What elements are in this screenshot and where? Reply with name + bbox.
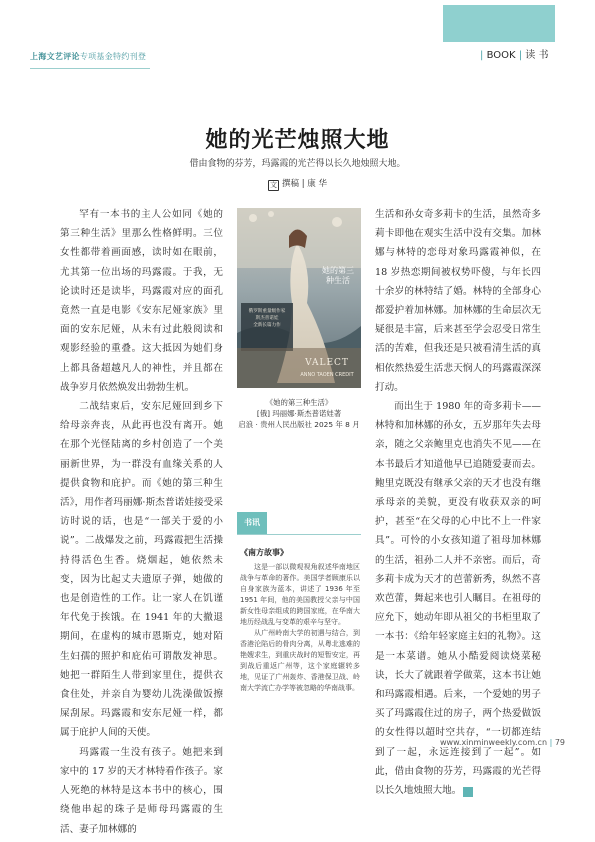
end-mark: 民: [463, 787, 473, 797]
section-label: | BOOK | 读 书: [480, 50, 549, 61]
paragraph: 玛露霞一生没有孩子。她把来到家中的 17 岁的天才林特看作孩子。家人死绝的林特是这本书中的核心，围绕他串起的珠子是师母玛露霞的生活、妻子加林娜的: [60, 746, 223, 835]
book-news-body: [240, 562, 360, 694]
caption-publisher: 启浪 · 贵州人民出版社 2025 年 8 月: [238, 420, 360, 429]
header-rule: [30, 68, 150, 69]
paragraph: 生活和孙女奇多莉卡的生活，虽然奇多莉卡即他在观实生活中没有交集。加林娜与林特的恋母对象玛露霞神似，在 18 岁热恋期间被权势吓傻，与年长四十余岁的林特结了婚。林特的全部身心都爱护着加林娜。加林娜的生命层次无疑很是丰富，后来甚至学会忍受日常生活的苦难，但我还是只被看清生活的真相依然热爱生活悲天悯人的玛露霞深深打动。: [375, 209, 541, 393]
magazine-column-header: [30, 51, 146, 62]
book-cover-image: [237, 208, 361, 388]
book-news-title: 《南方故事》: [240, 548, 288, 557]
cover-badge-line: 全新长篇力作: [253, 323, 281, 328]
page-number: 79: [554, 738, 566, 747]
page-footer: www.xinminweekly.com.cn | 79: [440, 738, 566, 747]
book-caption: [232, 397, 366, 430]
article-subtitle: 借由食物的芬芳，玛露霞的光芒得以长久地烛照大地。: [189, 159, 406, 169]
article-title: 她的光芒烛照大地: [205, 128, 390, 153]
footer-url: www.xinminweekly.com.cn: [440, 738, 548, 747]
book-news-rule: [237, 534, 361, 535]
cover-badge: [244, 308, 290, 329]
cover-badge-line: 俄罗斯重量级作家: [248, 309, 286, 314]
book-news-tag: 书讯: [237, 512, 267, 534]
article-byline: [0, 177, 595, 191]
cover-latin-sub: ANNO TAOEN CREDIT: [300, 372, 354, 378]
body-column-right: [375, 205, 541, 800]
cover-title: 她的第三种生活: [322, 266, 354, 285]
section-label-en: BOOK: [486, 50, 516, 61]
cover-latin-title: VALECT: [305, 358, 349, 368]
caption-author: [俄] 玛丽娜·斯杰普诺娃著: [256, 409, 342, 418]
book-news-paragraph: 从广州岭南大学的初遇与结合，到香港沦陷后的骨肉分离，从粤北逃难的艳嫂求生，到重庆战时的短暂安定，再到战后重返广州等，这个家庭辗转多地，见证了广州轰炸、香港保卫战、岭南大学流亡办学等被忽略的华南战事。: [240, 629, 360, 692]
cover-badge-line: 斯杰普诺娃: [255, 316, 279, 321]
caption-title: 《她的第三种生活》: [265, 398, 333, 407]
pen-icon: 文: [270, 181, 277, 189]
paragraph: 二战结束后，安东尼娅回到乡下给母亲奔丧，从此再也没有离开。她在那个光怪陆离的乡村创造了一个美丽新世界，为一群没有血缘关系的人提供食物和庇护。而《她的第三种生活》，用作者玛丽娜·斯杰普诺娃接受采访时说的话，也是“一部关于爱的小说”。二战爆发之前，玛露霞把生活操持得活色生香。烧烟起，她依然未变，因为比起丈夫遗原子弹，她做的也是创造性的工作。让一家人在饥谨年代免于挨饿。在 1941 年的大撤退期间，在虚构的城市恩斯克，她对陌生妇孺的照护和庇佑可谓散发神思。她把一群陌生人带到家里住，提供衣食住处，并亲自为婴幼儿洗澡做饭擦屎刮尿。玛露霞和安东尼娅一样，都属于庇护人间的天使。: [60, 401, 223, 739]
byline-text: 撰稿 | 康 华: [282, 179, 327, 189]
body-column-left: [60, 205, 223, 839]
header-left-rest: 专项基金特约刊登: [79, 52, 147, 61]
paragraph: 罕有一本书的主人公如同《她的第三种生活》里那么性格鲜明。三位女性都带着画面感，读时如在眼前，尤其第一位出场的玛露霞。于我，无论读时还是读毕，玛露霞对应的面孔竟然一直是电影《安东尼娅家族》里面的安东尼娅，从未有过此般阅读和观影经验的重叠。这大抵因为她们身上都具备超越凡人的神性，并且都在战争岁月依然焕发出勃勃生机。: [60, 209, 223, 393]
book-news-paragraph: 这是一部以微观视角叙述华南地区战争与革命的著作。美国学者顾康乐以自身家族为蓝本，讲述了 1936 年至 1951 年间，他的美国教授父亲与中国新女性母亲组成的跨国家庭，在华南大地历经战乱与变革的艰辛与坚守。: [240, 563, 360, 626]
section-label-cn: 读 书: [525, 50, 549, 61]
header-left-bold: 上海文艺评论: [30, 52, 80, 61]
paragraph-text: 而出生于 1980 年的奇多莉卡——林特和加林娜的孙女，五岁那年失去母亲，随之父亲鲍里克也消失不见——在本书最后才知道他早已追随爱妻而去。鲍里克既没有继承父亲的天才也没有继承母亲的美貌，更没有收获双亲的呵护，甚至“在父母的心中比不上一件家具”。可怜的小女孩知道了祖母加林娜的生活，祖孙二人并不亲密。而后，奇多莉卡成为天才的芭蕾新秀，纵然不喜欢芭蕾，舞起来也引人瞩目。在祖母的应允下，她动年即从祖父的书柜里取了一本书：《给年轻家庭主妇的礼物》。这是一本菜谱。她从小酷爱阅读烧菜秘诀，长大了就跟着学做菜，这本书让她和玛露霞相遇。后来，一个爱她的男子买了玛露霞住过的房子，两个热爱做饭的女性得以超时空共存，“一切都连结到了一起，永远连接到了一起”。如此，借由食物的芬芳，玛露霞的光芒得以长久地烛照大地。: [375, 401, 541, 797]
header-accent-block: [443, 5, 555, 42]
